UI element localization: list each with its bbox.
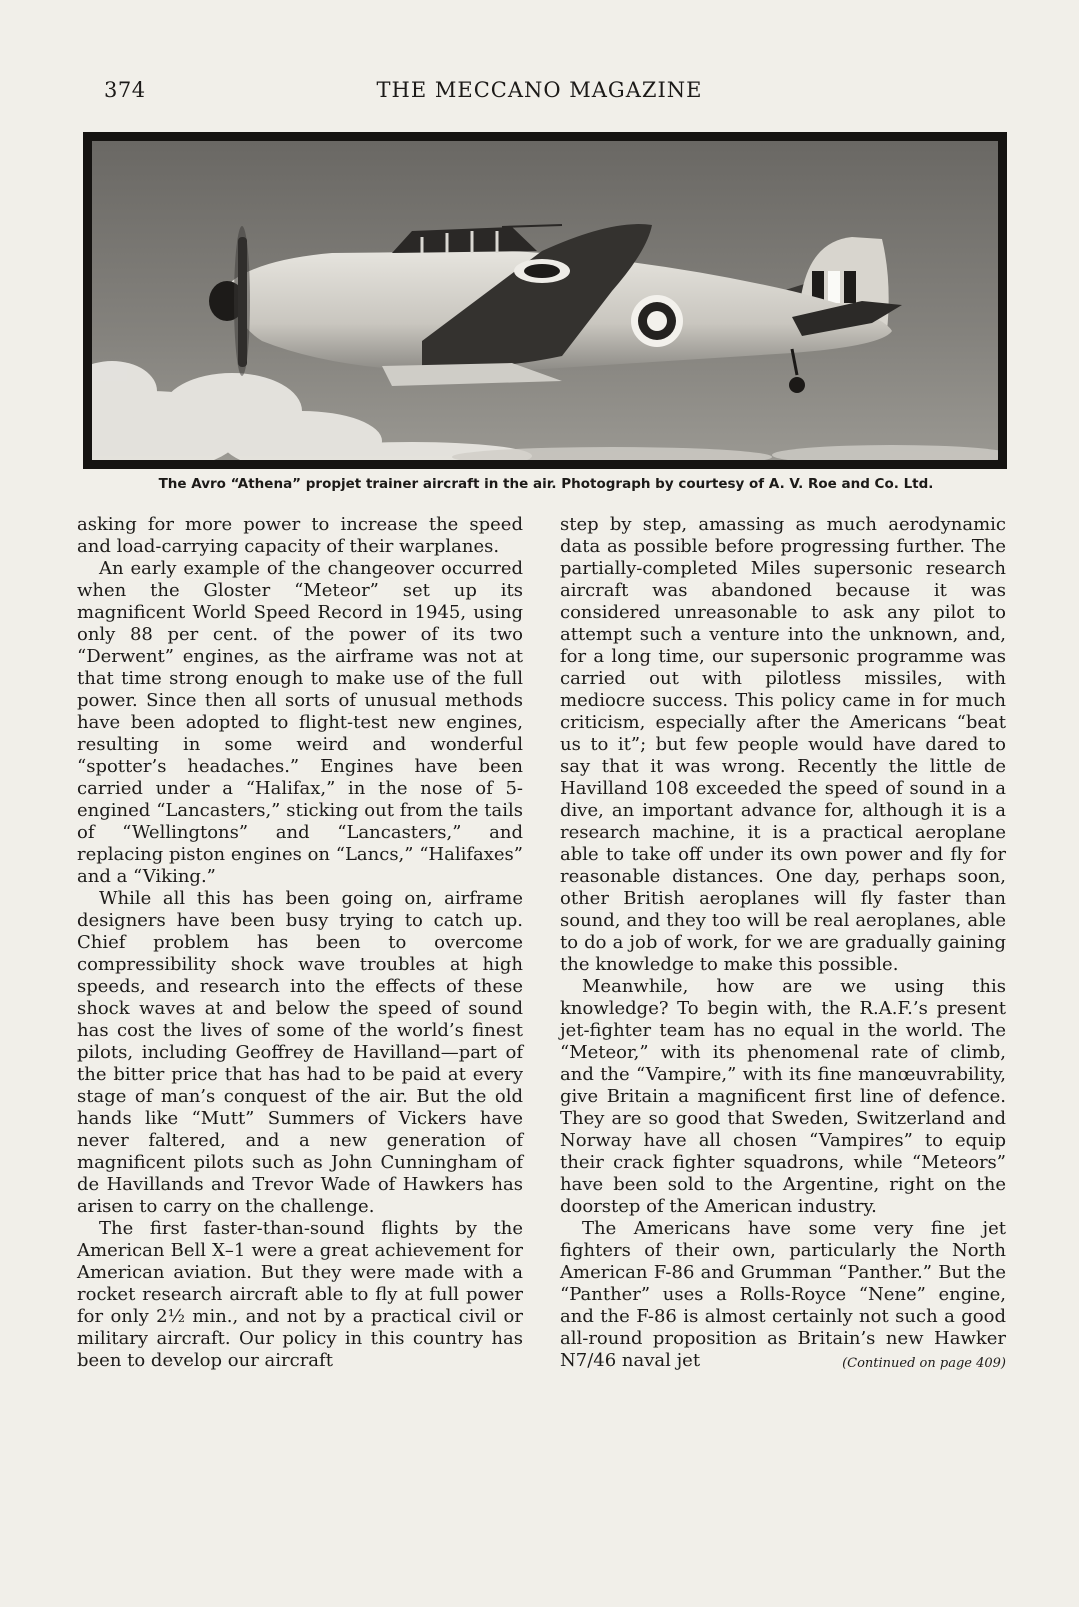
paragraph-text: The Americans have some very fine jet fighters of their own, particularly the North American F-86 and Grumman “Panther.” But the “Panther” uses a Rolls-Royce “Nene” engine, and the F-86 is almost certainly not such a good all-round proposition as Britain’s new Hawker N7/46 naval jet xyxy=(560,1218,1006,1371)
continued-note: (Continued on page 409) xyxy=(842,1356,1006,1371)
paragraph: While all this has been going on, airframe designers have been busy trying to catch up. Chief problem has been to overcome compressibility shock wave troubles at high speeds, and research into the effects of these shock waves at and below the speed of sound has cost the lives of some of the world’s finest pilots, including Geoffrey de Havilland—part of the bitter price that has had to be paid at every stage of man’s conquest of the air. But the old hands like “Mutt” Summers of Vickers have never faltered, and a new generation of magnificent pilots such as John Cunningham of de Havillands and Trevor Wade of Hawkers has arisen to carry on the challenge. xyxy=(77,888,523,1217)
paragraph xyxy=(560,1218,1006,1372)
magazine-title: THE MECCANO MAGAZINE xyxy=(376,78,703,102)
paragraph: Meanwhile, how are we using this knowledge? To begin with, the R.A.F.’s present jet-fighter team has no equal in the world. The “Meteor,” with its phenomenal rate of climb, and the “Vampire,” with its fine manœuvrability, give Britain a magnificent first line of defence. They are so good that Sweden, Switzerland and Norway have all chosen “Vampires” to equip their crack fighter squadrons, while “Meteors” have been sold to the Argentine, right on the doorstep of the American industry. xyxy=(560,976,1006,1217)
paragraph: An early example of the changeover occurred when the Gloster “Meteor” set up its magnificent World Speed Record in 1945, using only 88 per cent. of the power of its two “Derwent” engines, as the airframe was not at that time strong enough to make use of the full power. Since then all sorts of unusual methods have been adopted to flight-test new engines, resulting in some weird and wonderful “spotter’s headaches.” Engines have been carried under a “Halifax,” in the nose of 5-engined “Lancasters,” sticking out from the tails of “Wellingtons” and “Lancasters,” and replacing piston engines on “Lancs,” “Halifaxes” and a “Viking.” xyxy=(77,558,523,887)
page-number: 374 xyxy=(104,78,146,102)
aircraft-photo xyxy=(83,132,1007,469)
paragraph: step by step, amassing as much aerodynamic data as possible before progressing further. The partially-completed Miles supersonic research aircraft was abandoned because it was considered unreasonable to ask any pilot to attempt such a venture into the unknown, and, for a long time, our supersonic programme was carried out with pilotless missiles, with mediocre success. This policy came in for much criticism, especially after the Americans “beat us to it”; but few people would have dared to say that it was wrong. Recently the little de Havilland 108 exceeded the speed of sound in a dive, an important advance for, although it is a research machine, it is a practical aeroplane able to take off under its own power and fly for reasonable distances. One day, perhaps soon, other British aeroplanes will fly faster than sound, and they too will be real aeroplanes, able to do a job of work, for we are gradually gaining the knowledge to make this possible. xyxy=(560,514,1006,975)
paragraph: asking for more power to increase the speed and load-carrying capacity of their warplanes. xyxy=(77,514,523,557)
photo-caption: The Avro “Athena” propjet trainer aircraft in the air. Photograph by courtesy of A. V. Roe and Co. Ltd. xyxy=(158,476,934,492)
right-column xyxy=(560,514,1006,1375)
left-column xyxy=(77,514,523,1372)
paragraph: The first faster-than-sound flights by the American Bell X–1 were a great achievement for American aviation. But they were made with a rocket research aircraft able to fly at full power for only 2½ min., and not by a practical civil or military aircraft. Our policy in this country has been to develop our aircraft xyxy=(77,1218,523,1371)
avro-athena-illustration xyxy=(92,141,998,460)
